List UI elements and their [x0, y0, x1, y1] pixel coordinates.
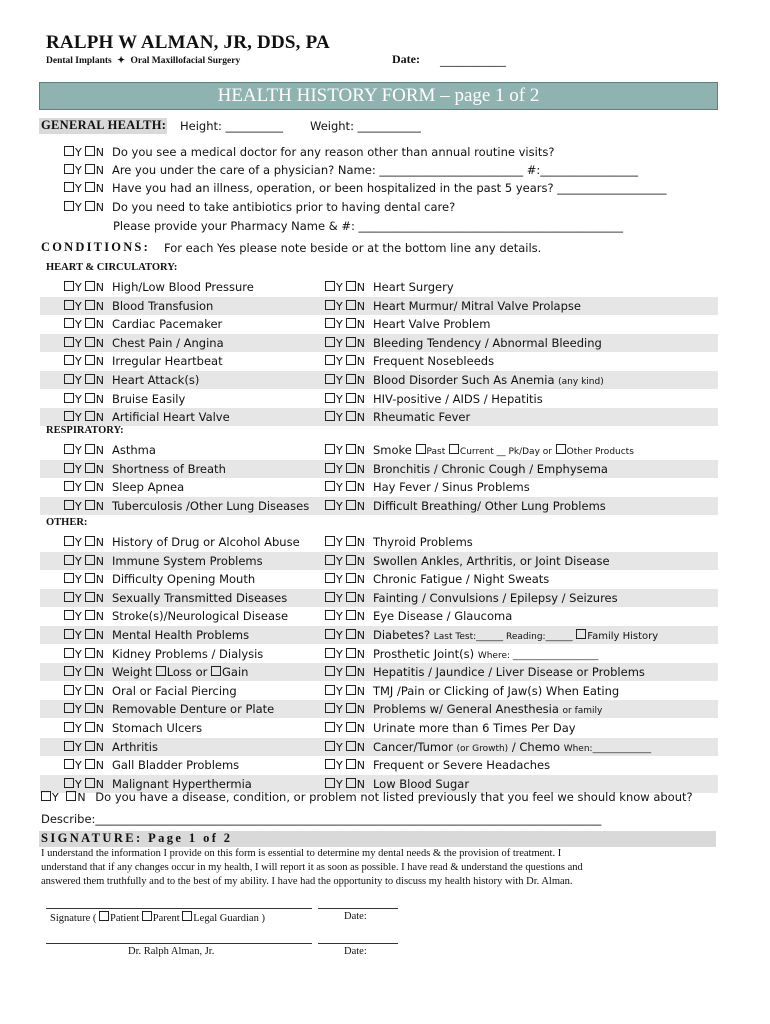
- condition-row: Y N Removable Denture or Plate Y N Problems w/ General Anesthesia or family: [40, 700, 718, 718]
- general-question: Y N Are you under the care of a physician? Name: _________________________ #:_________________: [64, 163, 638, 177]
- no-checkbox[interactable]: [346, 318, 356, 328]
- question-text: Have you had an illness, operation, or been hospitalized in the past 5 years? ___________________: [111, 181, 667, 195]
- no-checkbox[interactable]: [85, 444, 95, 454]
- yes-checkbox[interactable]: [325, 759, 335, 769]
- condition-label: Sexually Transmitted Diseases: [111, 590, 288, 605]
- no-checkbox[interactable]: [346, 610, 356, 620]
- conditions-instruction: For each Yes please note beside or at the bottom line any details.: [164, 241, 542, 255]
- condition-label: Fainting / Convulsions / Epilepsy / Seizures: [372, 590, 618, 605]
- yes-checkbox[interactable]: [325, 300, 335, 310]
- other-disease-text: Do you have a disease, condition, or problem not listed previously that you feel we should know about?: [95, 790, 693, 804]
- yes-checkbox[interactable]: [64, 201, 74, 211]
- yes-checkbox[interactable]: [325, 481, 335, 491]
- no-checkbox[interactable]: [85, 759, 95, 769]
- condition-label: Eye Disease / Glaucoma: [372, 609, 513, 624]
- no-checkbox[interactable]: [85, 411, 95, 421]
- condition-label: Cancer/Tumor: [372, 739, 453, 754]
- no-checkbox[interactable]: [85, 685, 95, 695]
- condition-label: Oral or Facial Piercing: [111, 683, 237, 698]
- consent-line-1: I understand the information I provide on this form is essential to determine my dental needs & the provision of treatment. I: [41, 848, 562, 859]
- general-question: Y N Have you had an illness, operation, or been hospitalized in the past 5 years? ___________________: [64, 181, 666, 195]
- condition-label: Irregular Heartbeat: [111, 354, 223, 369]
- smoke-current-checkbox[interactable]: [449, 444, 459, 454]
- yes-checkbox[interactable]: [325, 648, 335, 658]
- no-checkbox[interactable]: [346, 536, 356, 546]
- general-question: Y N Do you need to take antibiotics prior to having dental care?: [64, 200, 455, 214]
- yes-checkbox[interactable]: [325, 778, 335, 788]
- condition-row: Y N Gall Bladder Problems Y N Frequent or Severe Headaches: [40, 756, 718, 774]
- no-checkbox[interactable]: [85, 629, 95, 639]
- guardian-checkbox[interactable]: [182, 911, 192, 921]
- yes-checkbox[interactable]: [64, 281, 74, 291]
- yes-checkbox[interactable]: [325, 500, 335, 510]
- condition-row: Y N Sexually Transmitted Diseases Y N Fainting / Convulsions / Epilepsy / Seizures: [40, 589, 718, 607]
- condition-row: Y N Chest Pain / Angina Y N Bleeding Tendency / Abnormal Bleeding: [40, 334, 718, 352]
- yes-checkbox[interactable]: [64, 610, 74, 620]
- condition-row: Y N Heart Attack(s) Y N Blood Disorder Such As Anemia (any kind): [40, 371, 718, 389]
- condition-row: Y N Weight Loss or Gain Y N Hepatitis / Jaundice / Liver Disease or Problems: [40, 663, 718, 681]
- no-checkbox[interactable]: [85, 182, 95, 192]
- condition-label: Malignant Hyperthermia: [111, 776, 252, 791]
- yes-checkbox[interactable]: [325, 318, 335, 328]
- no-checkbox[interactable]: [85, 500, 95, 510]
- no-checkbox[interactable]: [346, 281, 356, 291]
- no-checkbox[interactable]: [85, 393, 95, 403]
- no-checkbox[interactable]: [85, 300, 95, 310]
- yes-checkbox[interactable]: [64, 666, 74, 676]
- condition-label: Removable Denture or Plate: [111, 702, 275, 717]
- condition-label: History of Drug or Alcohol Abuse: [111, 535, 300, 549]
- condition-row: Y N Kidney Problems / Dialysis Y N Prosthetic Joint(s) Where: ___________________: [40, 645, 718, 663]
- signature-line[interactable]: [46, 908, 312, 909]
- condition-label: Cardiac Pacemaker: [111, 317, 223, 332]
- condition-label: Problems w/ General Anesthesia: [372, 702, 559, 717]
- yes-checkbox[interactable]: [64, 393, 74, 403]
- condition-label: Diabetes?: [372, 628, 431, 642]
- yes-checkbox[interactable]: [325, 610, 335, 620]
- no-checkbox[interactable]: [346, 481, 356, 491]
- question-text: Do you need to take antibiotics prior to having dental care?: [111, 200, 456, 214]
- condition-row: Y N Irregular Heartbeat Y N Frequent Nosebleeds: [40, 352, 718, 370]
- pharmacy-field[interactable]: Please provide your Pharmacy Name & #: ______________________________________________: [113, 219, 624, 233]
- condition-label: Asthma: [111, 443, 156, 457]
- no-checkbox[interactable]: [85, 146, 95, 156]
- condition-label: Prosthetic Joint(s): [372, 646, 475, 661]
- condition-label: Smoke: [372, 443, 412, 457]
- yes-checkbox[interactable]: [64, 573, 74, 583]
- no-checkbox[interactable]: [85, 463, 95, 473]
- condition-label: Frequent Nosebleeds: [372, 354, 495, 369]
- condition-row: Y N Artificial Heart Valve Y N Rheumatic Fever: [40, 408, 718, 426]
- yes-checkbox[interactable]: [325, 337, 335, 347]
- no-checkbox[interactable]: [346, 629, 356, 639]
- no-checkbox[interactable]: [85, 722, 95, 732]
- yes-checkbox[interactable]: [325, 741, 335, 751]
- no-checkbox[interactable]: [346, 463, 356, 473]
- no-checkbox[interactable]: [85, 648, 95, 658]
- no-checkbox[interactable]: [346, 337, 356, 347]
- signature-date-line[interactable]: [318, 908, 398, 909]
- yes-checkbox[interactable]: [325, 592, 335, 602]
- yes-checkbox[interactable]: [64, 146, 74, 156]
- yes-checkbox[interactable]: [64, 722, 74, 732]
- condition-label: Swollen Ankles, Arthritis, or Joint Disease: [372, 553, 610, 568]
- subtitle-implants: Dental Implants: [46, 56, 112, 66]
- condition-row: Y N Mental Health Problems Y N Diabetes? Last Test:______ Reading:______ Family History: [40, 626, 718, 644]
- yes-checkbox[interactable]: [64, 555, 74, 565]
- yes-checkbox[interactable]: [325, 722, 335, 732]
- yes-checkbox[interactable]: [325, 355, 335, 365]
- yes-checkbox[interactable]: [64, 741, 74, 751]
- yes-checkbox[interactable]: [64, 444, 74, 454]
- no-checkbox[interactable]: [346, 648, 356, 658]
- condition-label: Bronchitis / Chronic Cough / Emphysema: [372, 461, 608, 476]
- consent-line-3: answered them truthfully and to the best of my ability. I have had the opportunity to discuss my health history with Dr. Alman.: [41, 876, 573, 887]
- doctor-date-label: Date:: [344, 946, 367, 957]
- condition-label: Weight: [111, 665, 153, 680]
- condition-label: Frequent or Severe Headaches: [372, 758, 551, 773]
- weight-loss-checkbox[interactable]: [156, 666, 166, 676]
- condition-label: Hepatitis / Jaundice / Liver Disease or Problems: [372, 665, 645, 680]
- condition-label: Difficulty Opening Mouth: [111, 572, 256, 587]
- no-checkbox[interactable]: [85, 374, 95, 384]
- no-checkbox[interactable]: [346, 592, 356, 602]
- no-checkbox[interactable]: [346, 741, 356, 751]
- condition-row: Y N Tuberculosis /Other Lung Diseases Y N Difficult Breathing/ Other Lung Problems: [40, 497, 718, 515]
- condition-label: Arthritis: [111, 739, 158, 754]
- yes-checkbox[interactable]: [64, 337, 74, 347]
- smoke-other-checkbox[interactable]: [556, 444, 566, 454]
- general-question: Y N Do you see a medical doctor for any reason other than annual routine visits?: [64, 145, 554, 159]
- condition-row: Y N Stroke(s)/Neurological Disease Y N Eye Disease / Glaucoma: [40, 607, 718, 625]
- condition-label: High/Low Blood Pressure: [111, 280, 254, 294]
- yes-checkbox[interactable]: [64, 300, 74, 310]
- condition-label: Artificial Heart Valve: [111, 410, 230, 425]
- no-checkbox[interactable]: [85, 536, 95, 546]
- signature-label: SIGNATURE: Page 1 of 2: [41, 831, 233, 845]
- yes-checkbox[interactable]: [64, 685, 74, 695]
- condition-label: Sleep Apnea: [111, 480, 185, 495]
- no-checkbox[interactable]: [85, 592, 95, 602]
- yes-checkbox[interactable]: [64, 374, 74, 384]
- condition-label: Kidney Problems / Dialysis: [111, 646, 264, 661]
- doctor-date-line: [318, 943, 398, 944]
- yes-checkbox[interactable]: [64, 592, 74, 602]
- condition-label: Heart Murmur/ Mitral Valve Prolapse: [372, 298, 581, 313]
- condition-row: Y N Asthma Y N Smoke Past Current __ Pk/Day or Other Products: [40, 441, 718, 459]
- patient-checkbox[interactable]: [99, 911, 109, 921]
- no-checkbox[interactable]: [85, 703, 95, 713]
- condition-label: Blood Transfusion: [111, 298, 214, 313]
- signature-caption: Signature ( Patient Parent Legal Guardian ): [50, 913, 265, 924]
- conditions-label: CONDITIONS:: [41, 240, 150, 254]
- condition-row: Y N Blood Transfusion Y N Heart Murmur/ Mitral Valve Prolapse: [40, 297, 718, 315]
- no-checkbox[interactable]: [346, 722, 356, 732]
- yes-checkbox[interactable]: [325, 555, 335, 565]
- condition-label: Tuberculosis /Other Lung Diseases: [111, 498, 310, 513]
- condition-label: Bleeding Tendency / Abnormal Bleeding: [372, 335, 602, 350]
- condition-label: Chest Pain / Angina: [111, 335, 224, 350]
- yes-checkbox[interactable]: [325, 703, 335, 713]
- question-text: Do you see a medical doctor for any reason other than annual routine visits?: [111, 145, 555, 159]
- yes-checkbox[interactable]: [64, 182, 74, 192]
- no-checkbox[interactable]: [346, 500, 356, 510]
- other-disease-question: Y N Do you have a disease, condition, or problem not listed previously that you feel we should know about?: [41, 790, 693, 804]
- no-checkbox[interactable]: [85, 281, 95, 291]
- no-checkbox[interactable]: [346, 444, 356, 454]
- condition-row: Y N Sleep Apnea Y N Hay Fever / Sinus Problems: [40, 478, 718, 496]
- yes-checkbox[interactable]: [325, 685, 335, 695]
- condition-row: Y N Oral or Facial Piercing Y N TMJ /Pain or Clicking of Jaw(s) When Eating: [40, 682, 718, 700]
- consent-line-2: understand that if any changes occur in my health, I will report it as soon as possible. I have read & understand the questions and: [41, 862, 583, 873]
- yes-checkbox[interactable]: [64, 536, 74, 546]
- doctor-signature-line: [46, 943, 312, 944]
- no-checkbox[interactable]: [85, 481, 95, 491]
- no-checkbox[interactable]: [346, 666, 356, 676]
- no-checkbox[interactable]: [85, 355, 95, 365]
- heart-section-label: HEART & CIRCULATORY:: [46, 262, 178, 273]
- yes-checkbox[interactable]: [64, 759, 74, 769]
- subtitle-surgery: Oral Maxillofacial Surgery: [130, 56, 241, 66]
- condition-label: Low Blood Sugar: [372, 776, 470, 791]
- condition-label: Stroke(s)/Neurological Disease: [111, 609, 289, 624]
- condition-label: Hay Fever / Sinus Problems: [372, 480, 530, 495]
- condition-label: Heart Attack(s): [111, 373, 200, 387]
- no-checkbox[interactable]: [85, 555, 95, 565]
- yes-checkbox[interactable]: [325, 573, 335, 583]
- yes-checkbox[interactable]: [64, 703, 74, 713]
- family-history-checkbox[interactable]: [576, 629, 586, 639]
- other-section-label: OTHER:: [46, 517, 88, 528]
- condition-label: Rheumatic Fever: [372, 410, 471, 425]
- respiratory-section-label: RESPIRATORY:: [46, 425, 124, 436]
- form-title: HEALTH HISTORY FORM – page 1 of 2: [39, 82, 718, 110]
- yes-checkbox[interactable]: [325, 281, 335, 291]
- no-checkbox[interactable]: [85, 164, 95, 174]
- no-checkbox[interactable]: [346, 355, 356, 365]
- yes-checkbox[interactable]: [64, 463, 74, 473]
- condition-row: Y N Stomach Ulcers Y N Urinate more than 6 Times Per Day: [40, 719, 718, 737]
- describe-field[interactable]: Describe:________________________________________________________________________________________: [41, 812, 602, 826]
- condition-row: Y N Shortness of Breath Y N Bronchitis / Chronic Cough / Emphysema: [40, 460, 718, 478]
- yes-checkbox[interactable]: [64, 648, 74, 658]
- yes-checkbox[interactable]: [64, 481, 74, 491]
- condition-row: Y N High/Low Blood Pressure Y N Heart Surgery: [40, 278, 718, 296]
- yes-checkbox[interactable]: [64, 355, 74, 365]
- yes-checkbox[interactable]: [325, 444, 335, 454]
- no-checkbox[interactable]: [346, 685, 356, 695]
- yes-checkbox[interactable]: [64, 778, 74, 788]
- no-checkbox[interactable]: [85, 201, 95, 211]
- yes-checkbox[interactable]: [64, 164, 74, 174]
- yes-checkbox[interactable]: [64, 411, 74, 421]
- no-checkbox[interactable]: [66, 791, 76, 801]
- smoke-past-checkbox[interactable]: [416, 444, 426, 454]
- no-checkbox[interactable]: [346, 393, 356, 403]
- yes-checkbox[interactable]: [325, 393, 335, 403]
- yes-checkbox[interactable]: [41, 791, 51, 801]
- condition-row: Y N Immune System Problems Y N Swollen Ankles, Arthritis, or Joint Disease: [40, 552, 718, 570]
- no-checkbox[interactable]: [346, 703, 356, 713]
- condition-label: Urinate more than 6 Times Per Day: [372, 721, 576, 735]
- condition-label: Shortness of Breath: [111, 461, 226, 476]
- condition-label: TMJ /Pain or Clicking of Jaw(s) When Eating: [372, 683, 620, 698]
- no-checkbox[interactable]: [346, 300, 356, 310]
- weight-field[interactable]: Weight: ___________: [310, 119, 421, 133]
- yes-checkbox[interactable]: [325, 411, 335, 421]
- no-checkbox[interactable]: [346, 411, 356, 421]
- condition-label: HIV-positive / AIDS / Hepatitis: [372, 391, 543, 406]
- no-checkbox[interactable]: [85, 337, 95, 347]
- yes-checkbox[interactable]: [325, 666, 335, 676]
- no-checkbox[interactable]: [346, 573, 356, 583]
- no-checkbox[interactable]: [346, 778, 356, 788]
- condition-row: Y N Bruise Easily Y N HIV-positive / AIDS / Hepatitis: [40, 390, 718, 408]
- condition-row: Y N Difficulty Opening Mouth Y N Chronic Fatigue / Night Sweats: [40, 570, 718, 588]
- yes-checkbox[interactable]: [64, 318, 74, 328]
- condition-label: Bruise Easily: [111, 391, 186, 406]
- no-checkbox[interactable]: [85, 573, 95, 583]
- condition-label: Gall Bladder Problems: [111, 758, 240, 773]
- no-checkbox[interactable]: [85, 778, 95, 788]
- condition-label: Heart Valve Problem: [372, 317, 491, 332]
- no-checkbox[interactable]: [346, 374, 356, 384]
- no-checkbox[interactable]: [85, 610, 95, 620]
- condition-label: Difficult Breathing/ Other Lung Problems: [372, 498, 606, 513]
- yes-checkbox[interactable]: [325, 536, 335, 546]
- yes-checkbox[interactable]: [325, 374, 335, 384]
- condition-label: Thyroid Problems: [372, 535, 473, 549]
- condition-label: Heart Surgery: [372, 280, 454, 294]
- doctor-name: Dr. Ralph Alman, Jr.: [128, 946, 215, 957]
- height-field[interactable]: Height: __________: [180, 119, 284, 133]
- no-checkbox[interactable]: [85, 741, 95, 751]
- no-checkbox[interactable]: [85, 666, 95, 676]
- signature-date-label: Date:: [344, 911, 367, 922]
- practice-name: RALPH W ALMAN, JR, DDS, PA: [46, 32, 330, 53]
- condition-row: Y N Malignant Hyperthermia Y N Low Blood Sugar: [40, 775, 718, 793]
- condition-label: Chronic Fatigue / Night Sweats: [372, 572, 550, 587]
- weight-gain-checkbox[interactable]: [211, 666, 221, 676]
- condition-label: Stomach Ulcers: [111, 721, 203, 735]
- condition-label: Mental Health Problems: [111, 628, 250, 642]
- no-checkbox[interactable]: [346, 759, 356, 769]
- diamond-icon: ✦: [117, 56, 126, 66]
- condition-row: Y N History of Drug or Alcohol Abuse Y N Thyroid Problems: [40, 533, 718, 551]
- yes-checkbox[interactable]: [325, 629, 335, 639]
- practice-subtitle: [46, 55, 240, 66]
- condition-label: Immune System Problems: [111, 553, 263, 568]
- yes-checkbox[interactable]: [64, 629, 74, 639]
- yes-checkbox[interactable]: [325, 463, 335, 473]
- no-checkbox[interactable]: [85, 318, 95, 328]
- date-field[interactable]: ____________: [440, 54, 506, 67]
- parent-checkbox[interactable]: [142, 911, 152, 921]
- yes-checkbox[interactable]: [64, 500, 74, 510]
- no-checkbox[interactable]: [346, 555, 356, 565]
- condition-row: Y N Cardiac Pacemaker Y N Heart Valve Problem: [40, 315, 718, 333]
- general-health-label: GENERAL HEALTH:: [41, 118, 167, 132]
- condition-label: Blood Disorder Such As Anemia: [372, 373, 555, 387]
- question-text: Are you under the care of a physician? Name: _________________________ #:_________________: [111, 163, 639, 177]
- date-label: Date:: [392, 52, 420, 66]
- condition-row: Y N Arthritis Y N Cancer/Tumor (or Growth) / Chemo When:_____________: [40, 738, 718, 756]
